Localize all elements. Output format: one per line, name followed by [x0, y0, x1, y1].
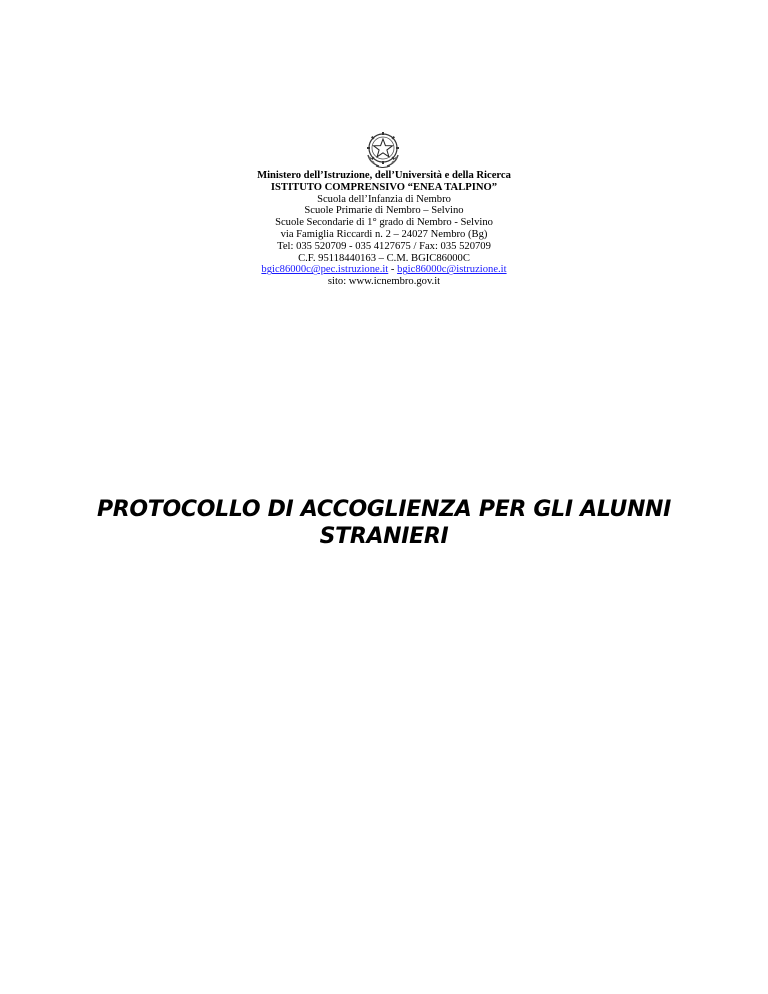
- email-pec-link[interactable]: bgic86000c@pec.istruzione.it: [261, 264, 389, 276]
- school-infanzia: Scuola dell’Infanzia di Nembro: [317, 193, 451, 205]
- title-line-2: STRANIERI: [319, 524, 449, 549]
- phone-fax: Tel: 035 520709 - 035 4127675 / Fax: 035 520709: [277, 240, 491, 252]
- document-title: [60, 496, 708, 550]
- ministry-name: Ministero dell’Istruzione, dell’Università e della Ricerca: [257, 170, 511, 181]
- school-primarie: Scuole Primarie di Nembro – Selvino: [304, 205, 464, 217]
- website: sito: www.icnembro.gov.it: [327, 276, 441, 288]
- italian-republic-emblem-icon: [361, 125, 405, 169]
- email-separator: -: [388, 264, 398, 276]
- postal-address: via Famiglia Riccardi n. 2 – 24027 Nembro (Bg): [280, 228, 488, 240]
- title-line-1: PROTOCOLLO DI ACCOGLIENZA PER GLI ALUNNI: [96, 497, 672, 522]
- fiscal-codes: C.F. 95118440163 – C.M. BGIC86000C: [298, 252, 470, 264]
- letterhead: [184, 170, 584, 288]
- school-secondarie: Scuole Secondarie di 1° grado di Nembro - Selvino: [275, 217, 493, 229]
- email-line: [184, 264, 584, 276]
- email-standard-link[interactable]: bgic86000c@istruzione.it: [397, 264, 507, 276]
- institute-name: ISTITUTO COMPRENSIVO “ENEA TALPINO”: [270, 181, 498, 193]
